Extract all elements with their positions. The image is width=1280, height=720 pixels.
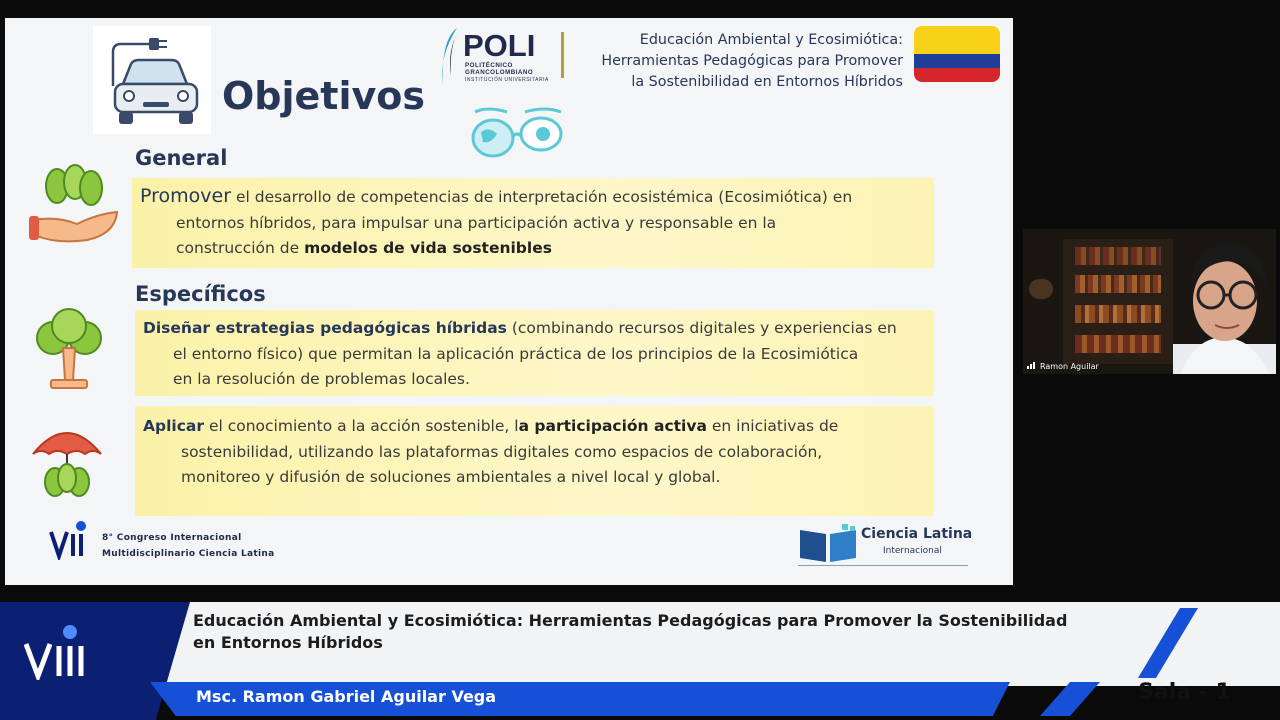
header-title-line3: la Sostenibilidad en Entornos Híbridos (631, 74, 903, 90)
hand-leaves-icon (27, 164, 123, 250)
congress-line1: 8° Congreso Internacional (102, 533, 242, 543)
specific2-line1-bold: a participación activa (518, 417, 707, 435)
general-line3 (140, 236, 926, 262)
specific-objective-1-box (135, 310, 933, 396)
ciencia-latina-book-icon (798, 522, 858, 568)
general-objective-box (132, 178, 934, 268)
congress-logo-icon (49, 518, 91, 564)
congress-line2: Multidisciplinario Ciencia Latina (102, 549, 275, 559)
ciencia-latina-underline (798, 565, 968, 566)
poli-logo-mark-icon (437, 26, 463, 86)
specific-objective-2-box (135, 406, 933, 516)
colombia-flag-icon (914, 26, 1000, 82)
poli-logo-line1: POLITÉCNICO (465, 62, 513, 69)
general-lead: Promover (140, 185, 232, 207)
section-heading-general: General (135, 146, 228, 170)
electric-car-icon (93, 26, 211, 134)
general-line1: el desarrollo de competencias de interpretación ecosistémica (Ecosimiótica) en (231, 188, 853, 206)
congress-name (102, 530, 274, 562)
banner-title-line2: en Entornos Híbridos (193, 633, 383, 652)
banner-accent-stripe-2 (1040, 682, 1100, 716)
general-line2: entornos híbridos, para impulsar una participación activa y responsable en la (176, 213, 777, 232)
general-line3-bold: modelos de vida sostenibles (304, 239, 552, 257)
congress-banner-logo-icon (24, 622, 86, 684)
header-title (565, 30, 903, 93)
specific2-lead: Aplicar (143, 417, 205, 435)
specific2-line1-mid: el conocimiento a la acción sostenible, l (204, 417, 519, 435)
poli-logo-divider (561, 32, 564, 78)
specific1-line3: en la resolución de problemas locales. (173, 370, 470, 388)
presentation-slide (5, 18, 1013, 585)
specific1-lead: Diseñar estrategias pedagógicas híbridas (143, 319, 507, 337)
slide-title: Objetivos (222, 74, 425, 118)
ciencia-latina-sub: Internacional (883, 546, 942, 556)
participant-name: Ramon Aguilar (1040, 362, 1099, 371)
globe-glasses-icon (467, 104, 567, 168)
poli-logo-line2: GRANCOLOMBIANO (465, 69, 534, 76)
tree-icon (31, 308, 107, 396)
header-title-line2: Herramientas Pedagógicas para Promover (601, 53, 903, 69)
banner-talk-title (193, 610, 1133, 654)
specific1-line1: (combinando recursos digitales y experiencias en (506, 319, 897, 337)
specific2-line2: sostenibilidad, utilizando las plataformas digitales como espacios de colaboración, (181, 442, 823, 461)
specific2-line3: monitoreo y difusión de soluciones ambientales a nivel local y global. (181, 468, 721, 486)
header-title-line1: Educación Ambiental y Ecosimiótica: (639, 32, 903, 48)
signal-bars-icon (1027, 361, 1037, 371)
room-label: Sala - 1 (1138, 680, 1231, 705)
ciencia-latina-name: Ciencia Latina (861, 526, 973, 542)
lower-third-banner (0, 598, 1280, 720)
section-heading-especificos: Específicos (135, 282, 266, 306)
specific2-line1-end: en iniciativas de (706, 417, 839, 435)
umbrella-leaves-icon (31, 420, 103, 508)
specific1-line2: el entorno físico) que permitan la aplicación práctica de los principios de la Ecosimiótica (173, 344, 859, 363)
general-line3-text: construcción de (176, 239, 305, 257)
participant-name-label (1027, 361, 1099, 371)
poli-logo-word: POLI (463, 28, 536, 63)
participant-video-tile[interactable] (1023, 229, 1276, 374)
speaker-name: Msc. Ramon Gabriel Aguilar Vega (196, 687, 497, 706)
banner-title-line1: Educación Ambiental y Ecosimiótica: Herramientas Pedagógicas para Promover la Sostenibilidad (193, 611, 1068, 630)
participant-avatar (1173, 229, 1276, 374)
poli-logo (437, 22, 565, 96)
poli-logo-line3: INSTITUCIÓN UNIVERSITARIA (465, 77, 549, 83)
